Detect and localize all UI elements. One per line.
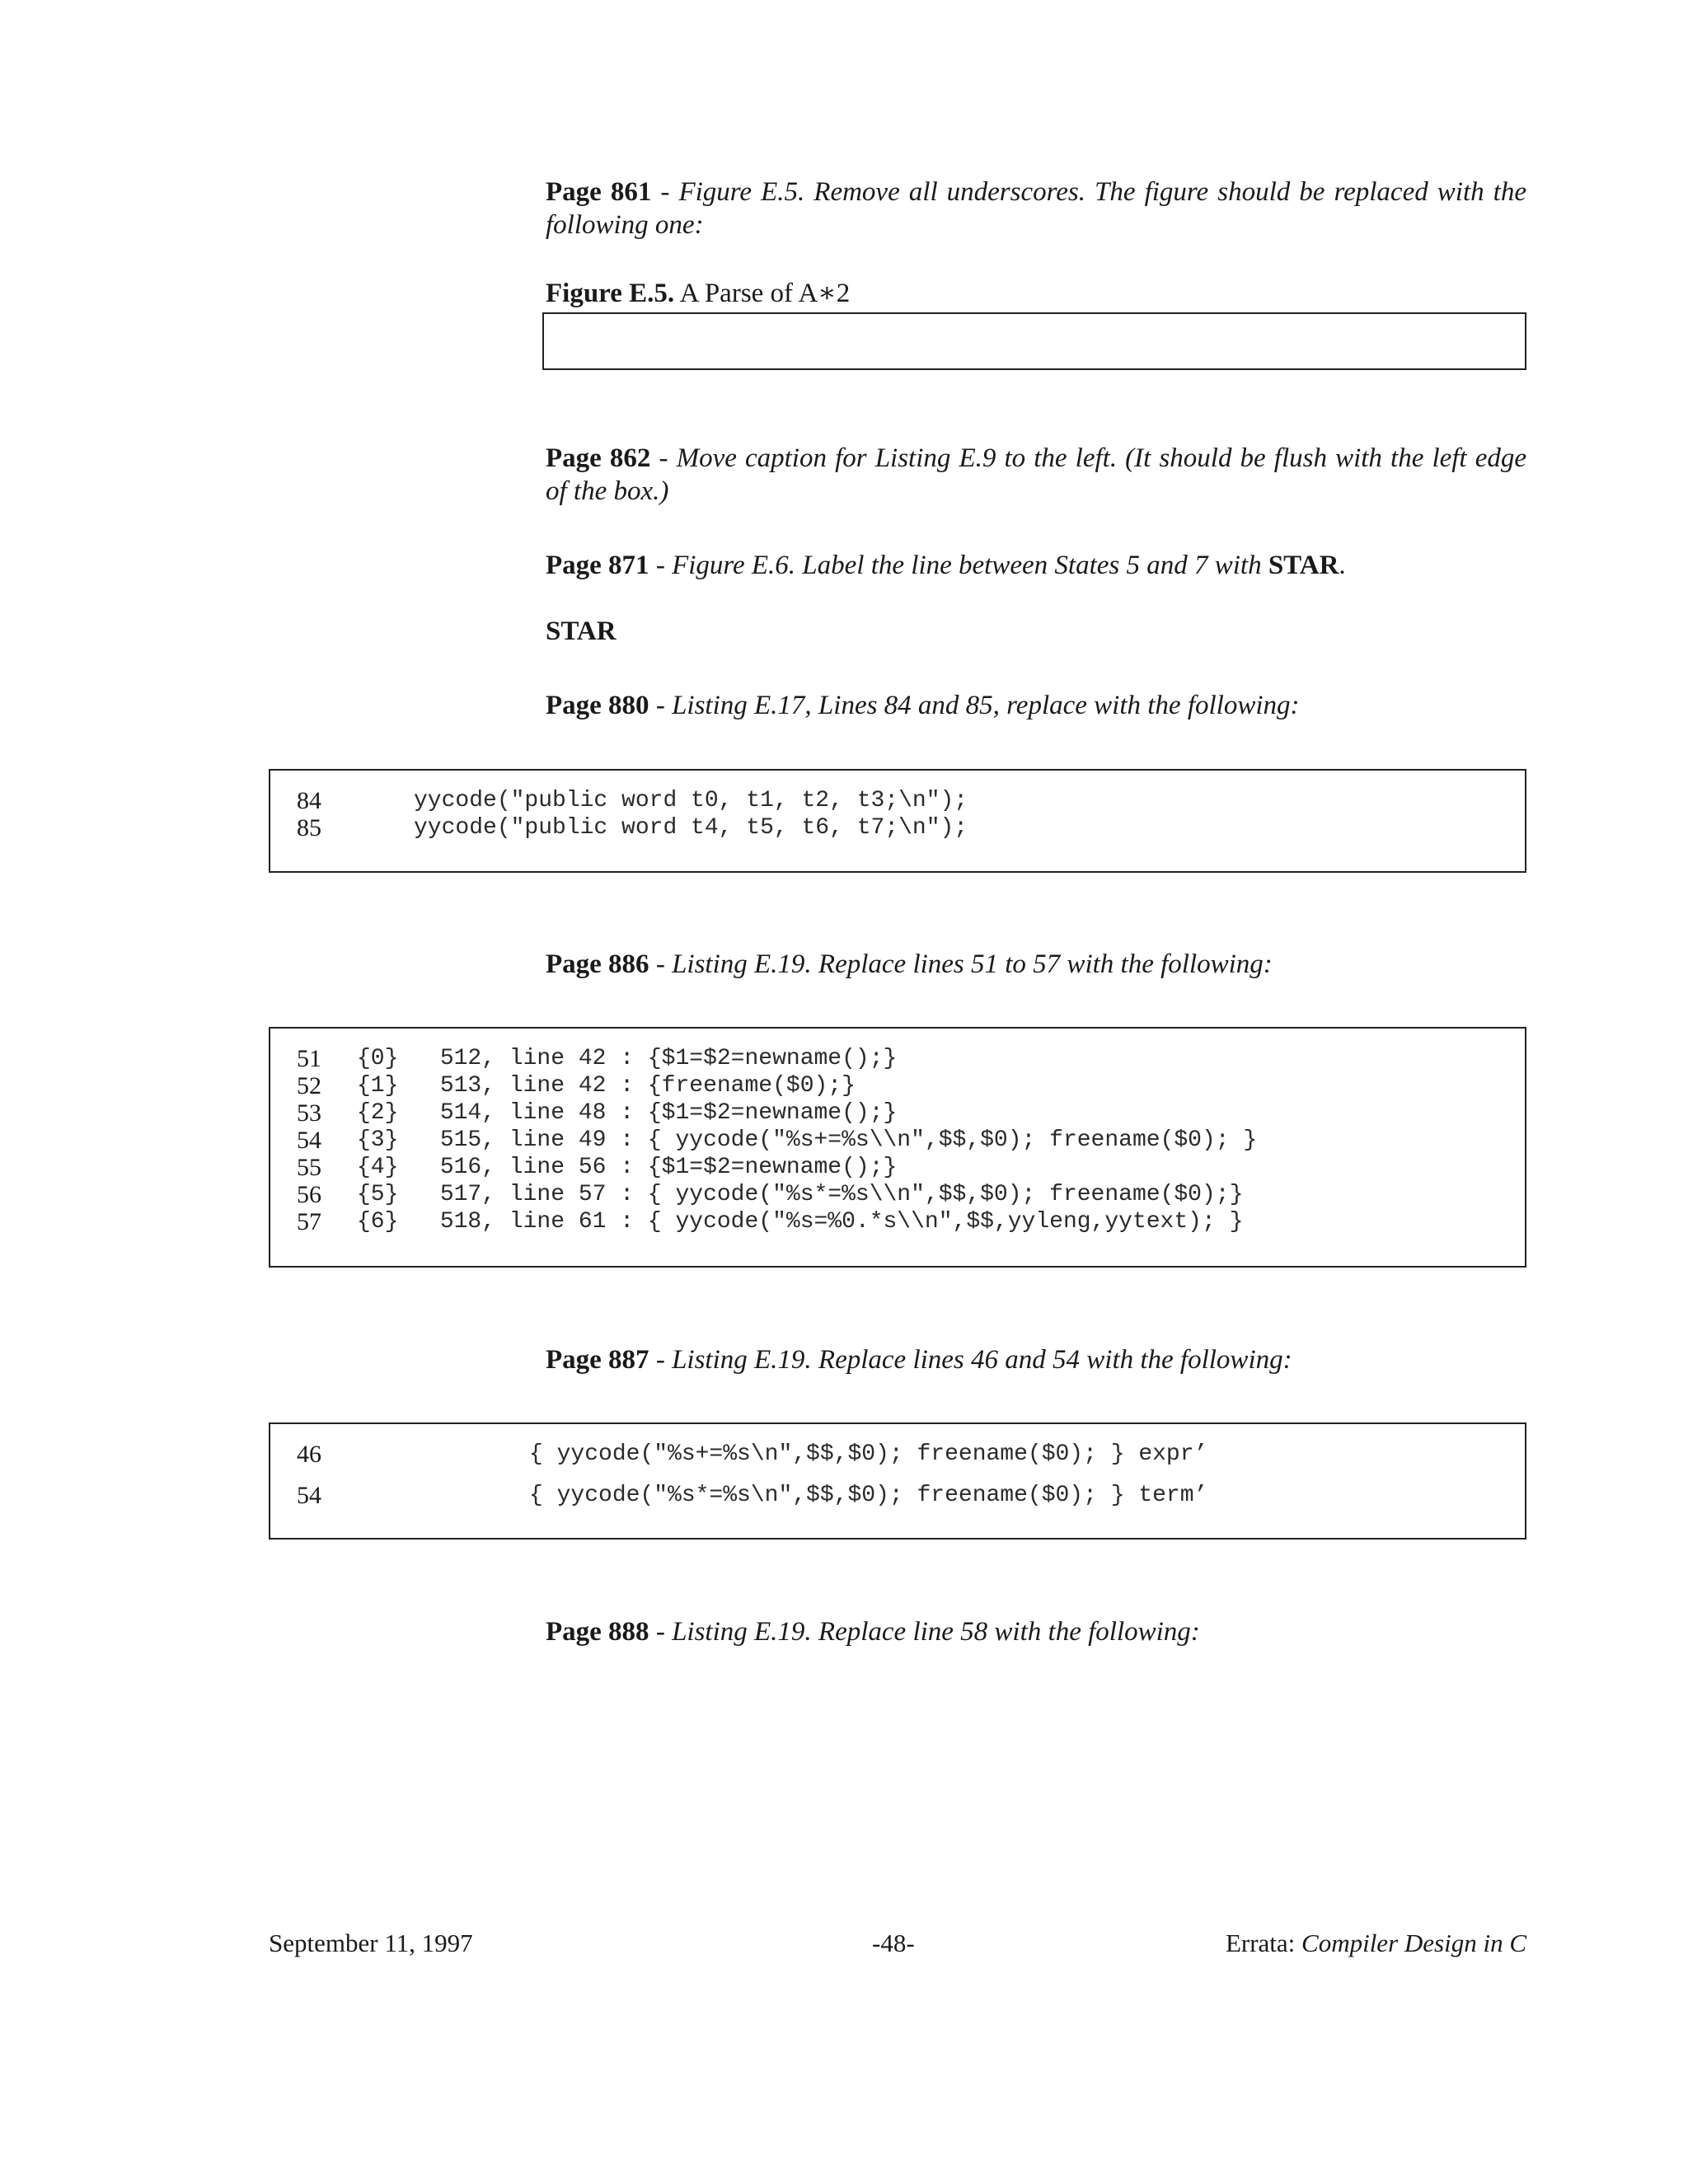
listing-886-box bbox=[269, 1027, 1526, 1268]
entry-text: Move caption for Listing E.9 to the left. (It should be flush with the left edge of the box.) bbox=[546, 443, 1526, 506]
line-number: 56 bbox=[297, 1181, 321, 1208]
code-line: {2} 514, line 48 : {$1=$2=newname();} bbox=[357, 1100, 898, 1126]
code-line: yycode("public word t0, t1, t2, t3;\n"); bbox=[414, 788, 968, 813]
code-line: {1} 513, line 42 : {freename($0);} bbox=[357, 1073, 856, 1099]
period: . bbox=[1339, 551, 1346, 580]
entry-text: Figure E.6. Label the line between States 5 and 7 with bbox=[672, 551, 1268, 580]
star-text: STAR bbox=[546, 616, 617, 646]
listing-887-box bbox=[269, 1422, 1526, 1540]
figure-e5-caption bbox=[546, 277, 1526, 310]
errata-entry-871 bbox=[546, 549, 1526, 582]
line-number: 52 bbox=[297, 1072, 321, 1099]
figure-label: Figure E.5. bbox=[546, 279, 675, 308]
entry-text: Figure E.5. Remove all underscores. The figure should be replaced with the following one: bbox=[546, 177, 1526, 240]
figure-e5-box bbox=[542, 312, 1526, 370]
line-number: 84 bbox=[297, 787, 321, 814]
line-number: 53 bbox=[297, 1099, 321, 1127]
code-line: {4} 516, line 56 : {$1=$2=newname();} bbox=[357, 1155, 898, 1180]
entry-text: Listing E.19. Replace lines 46 and 54 with the following: bbox=[672, 1345, 1292, 1375]
line-number: 46 bbox=[297, 1441, 321, 1468]
separator: - bbox=[651, 177, 679, 207]
code-line: {0} 512, line 42 : {$1=$2=newname();} bbox=[357, 1046, 898, 1071]
line-number: 85 bbox=[297, 814, 321, 841]
line-number: 54 bbox=[297, 1482, 321, 1509]
code-line: yycode("public word t4, t5, t6, t7;\n"); bbox=[414, 815, 968, 841]
separator: - bbox=[649, 1345, 673, 1375]
entry-text: Listing E.17, Lines 84 and 85, replace with the following: bbox=[672, 691, 1300, 720]
errata-entry-862 bbox=[546, 442, 1526, 508]
footer-prefix: Errata: bbox=[1225, 1929, 1302, 1957]
separator: - bbox=[649, 691, 673, 720]
footer-date: September 11, 1997 bbox=[269, 1929, 473, 1957]
errata-entry-886 bbox=[546, 948, 1526, 981]
separator: - bbox=[649, 949, 673, 979]
page-ref: Page 862 bbox=[546, 443, 651, 473]
star-label bbox=[546, 615, 1526, 648]
page-ref: Page 871 bbox=[546, 551, 649, 580]
figure-caption: A Parse of A∗2 bbox=[674, 279, 851, 308]
separator: - bbox=[650, 443, 677, 473]
line-number: 57 bbox=[297, 1208, 321, 1235]
line-number: 54 bbox=[297, 1127, 321, 1154]
page-ref: Page 880 bbox=[546, 691, 649, 720]
code-line: {6} 518, line 61 : { yycode("%s=%0.*s\\n",$$,yyleng,yytext); } bbox=[357, 1209, 1244, 1235]
line-number: 51 bbox=[297, 1045, 321, 1072]
footer-page-number: -48- bbox=[872, 1929, 915, 1957]
footer-title bbox=[1226, 1929, 1526, 1958]
code-line: {5} 517, line 57 : { yycode("%s*=%s\\n",$$,$0); freename($0);} bbox=[357, 1182, 1244, 1207]
errata-entry-880 bbox=[546, 689, 1526, 722]
separator: - bbox=[649, 551, 673, 580]
page-ref: Page 861 bbox=[546, 177, 652, 207]
line-number: 55 bbox=[297, 1154, 321, 1181]
page-ref: Page 888 bbox=[546, 1617, 649, 1647]
entry-text: Listing E.19. Replace lines 51 to 57 with the following: bbox=[672, 949, 1273, 979]
bold-word: STAR bbox=[1268, 551, 1339, 580]
errata-entry-861 bbox=[546, 176, 1526, 241]
errata-entry-887 bbox=[546, 1343, 1526, 1376]
book-title: Compiler Design in C bbox=[1301, 1929, 1526, 1957]
separator: - bbox=[649, 1617, 673, 1647]
errata-entry-888 bbox=[546, 1615, 1526, 1648]
code-line: {3} 515, line 49 : { yycode("%s+=%s\\n",$$,$0); freename($0); } bbox=[357, 1127, 1258, 1153]
listing-880-box bbox=[269, 769, 1526, 873]
page-ref: Page 886 bbox=[546, 949, 649, 979]
entry-text: Listing E.19. Replace line 58 with the following: bbox=[672, 1617, 1200, 1647]
code-line: { yycode("%s*=%s\n",$$,$0); freename($0); } term’ bbox=[529, 1483, 1208, 1508]
page-ref: Page 887 bbox=[546, 1345, 649, 1375]
code-line: { yycode("%s+=%s\n",$$,$0); freename($0); } expr’ bbox=[529, 1441, 1208, 1467]
